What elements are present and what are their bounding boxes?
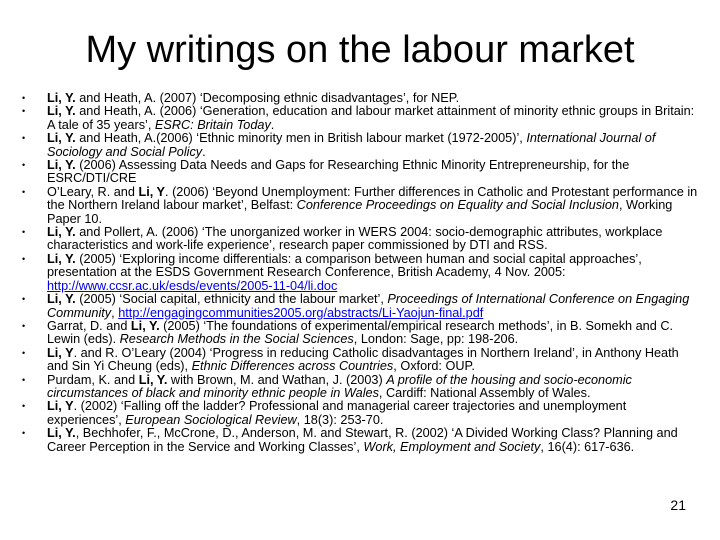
publication-title: European Sociological Review [125, 412, 297, 427]
bullet-icon: • [22, 93, 26, 103]
bullet-icon: • [22, 374, 26, 385]
reference-list [22, 92, 702, 454]
page-number: 21 [670, 497, 686, 513]
reference-text-segment: , 16(4): 617-636. [540, 439, 635, 454]
reference-text-segment: (2005) ‘Exploring income differentials: a comparison between human and social capital approaches’, presentation at the ESDS Government Research Conference, British Academy, 4 Nov. 2005: [47, 251, 642, 280]
reference-text [47, 347, 702, 374]
reference-item [22, 347, 702, 374]
publication-title: A profile of the housing and socio-economic circumstances of black and minority ethnic people in Wales [47, 372, 632, 400]
author-name-bold: Li, Y. [47, 292, 76, 307]
author-name-bold: Li, Y. [47, 158, 76, 173]
slide-title: My writings on the labour market [85, 29, 635, 71]
reference-item [22, 226, 702, 253]
reference-text-segment: , Cardiff: National Assembly of Wales. [378, 385, 591, 400]
reference-text-segment: Garrat, D. and [47, 318, 131, 333]
reference-text-segment: (2005) ‘The foundations of experimental/empirical research methods’, in B. Somekh and C. Lewin (eds). [47, 318, 674, 347]
reference-text [47, 253, 702, 293]
reference-item [22, 400, 702, 427]
bullet-icon: • [22, 227, 26, 238]
reference-item [22, 320, 702, 347]
reference-text-segment: , London: Sage, pp: 198-206. [353, 332, 519, 347]
author-name-bold: Li, Y. [47, 131, 76, 146]
reference-item [22, 132, 702, 159]
reference-text-segment: O’Leary, R. and [47, 184, 139, 199]
author-name-bold: Li, Y. [47, 426, 76, 441]
bullet-icon: • [22, 106, 26, 117]
reference-text-segment: Purdam, K. and [47, 372, 139, 387]
reference-text-segment: and Heath, A. (2007) ‘Decomposing ethnic disadvantages’, for NEP. [75, 91, 460, 105]
reference-item [22, 253, 702, 293]
reference-text-segment: (2006) Assessing Data Needs and Gaps for Researching Ethnic Minority Entrepreneurship, for the ESRC/DTI/CRE [47, 158, 630, 186]
bullet-icon: • [22, 294, 26, 305]
reference-text [47, 186, 702, 226]
reference-item [22, 186, 702, 226]
reference-text-segment: . and R. O’Leary (2004) ‘Progress in reducing Catholic disadvantages in Northern Ireland’, in Anthony Heath and Sin Yi Cheung (eds), [47, 345, 679, 374]
publication-title: ESRC: Britain Today [154, 117, 271, 132]
bullet-icon: • [22, 428, 26, 439]
reference-text [47, 427, 702, 454]
reference-link[interactable]: http://www.ccsr.ac.uk/esds/events/2005-11-04/li.doc [47, 278, 338, 293]
reference-text [47, 293, 702, 320]
author-name-bold: Li, Y. [47, 91, 76, 105]
reference-text-segment: . [202, 144, 206, 159]
reference-item [22, 293, 702, 320]
publication-title: Research Methods in the Social Sciences [119, 332, 354, 347]
reference-text [47, 159, 702, 186]
reference-text-segment: and Heath, A.(2006) ‘Ethnic minority men in British labour market (1972-2005)’, [75, 131, 527, 146]
reference-text [47, 374, 702, 401]
reference-link[interactable]: http://engagingcommunities2005.org/abstracts/Li-Yaojun-final.pdf [118, 305, 484, 320]
reference-item [22, 92, 702, 105]
reference-text [47, 132, 702, 159]
reference-text-segment: (2005) ‘Social capital, ethnicity and the labour market’, [75, 292, 388, 307]
author-name-bold: Li, Y. [47, 104, 76, 119]
bullet-icon: • [22, 253, 26, 264]
reference-text-segment: and Pollert, A. (2006) ‘The unorganized worker in WERS 2004: socio-demographic attributes, workplace characteristics and work-life experience’, research paper commissioned by DTI and RSS. [47, 225, 663, 253]
publication-title: Conference Proceedings on Equality and Social Inclusion [296, 198, 619, 213]
reference-text-segment: , Oxford: OUP. [393, 359, 475, 374]
author-name-bold: Li, Y. [47, 225, 76, 240]
bullet-icon: • [22, 186, 26, 197]
publication-title: Ethnic Differences across Countries [191, 359, 394, 374]
publication-title: International Journal of Sociology and Social Policy [47, 131, 656, 159]
reference-text-segment: with Brown, M. and Wathan, J. (2003) [167, 372, 387, 387]
reference-text [47, 92, 702, 105]
bullet-icon: • [22, 320, 26, 331]
reference-item [22, 374, 702, 401]
author-name-bold: Li, Y. [130, 318, 160, 333]
author-name-bold: Li, Y. [47, 251, 76, 266]
publication-title: Work, Employment and Society [363, 439, 541, 454]
reference-text [47, 400, 702, 427]
reference-text-segment: . (2006) ‘Beyond Unemployment: Further differences in Catholic and Protestant performance in the Northern Ireland labour market’, Belfast: [47, 184, 698, 213]
reference-text [47, 105, 702, 132]
author-name-bold: Li, Y [47, 399, 74, 414]
reference-text-segment: , 18(3): 253-70. [296, 412, 384, 427]
author-name-bold: Li, Y. [138, 372, 168, 387]
reference-text-segment: , Bechhofer, F., McCrone, D., Anderson, M. and Stewart, R. (2002) ‘A Divided Working Class? Planning and Career Perception in the Service and Working Classes’, [47, 426, 678, 454]
bullet-icon: • [22, 160, 26, 171]
publication-title: Proceedings of International Conference on Engaging Community [47, 292, 690, 320]
reference-text-segment: and Heath, A. (2006) ‘Generation, education and labour market attainment of minority ethnic groups in Britain: A tale of 35 years’, [47, 104, 695, 132]
reference-text-segment: . [270, 117, 275, 132]
bullet-icon: • [22, 347, 26, 358]
bullet-icon: • [22, 133, 26, 144]
reference-item [22, 427, 702, 454]
author-name-bold: Li, Y [47, 345, 74, 360]
reference-text-segment: . (2002) ‘Falling off the ladder? Professional and managerial career trajectories and unemployment experiences’, [47, 399, 627, 427]
reference-text [47, 226, 702, 253]
reference-text [47, 320, 702, 347]
reference-text-segment: , Working Paper 10. [47, 198, 673, 226]
author-name-bold: Li, Y [138, 184, 166, 199]
bullet-icon: • [22, 401, 26, 412]
reference-item [22, 159, 702, 186]
reference-item [22, 105, 702, 132]
reference-text-segment: , [111, 305, 119, 320]
